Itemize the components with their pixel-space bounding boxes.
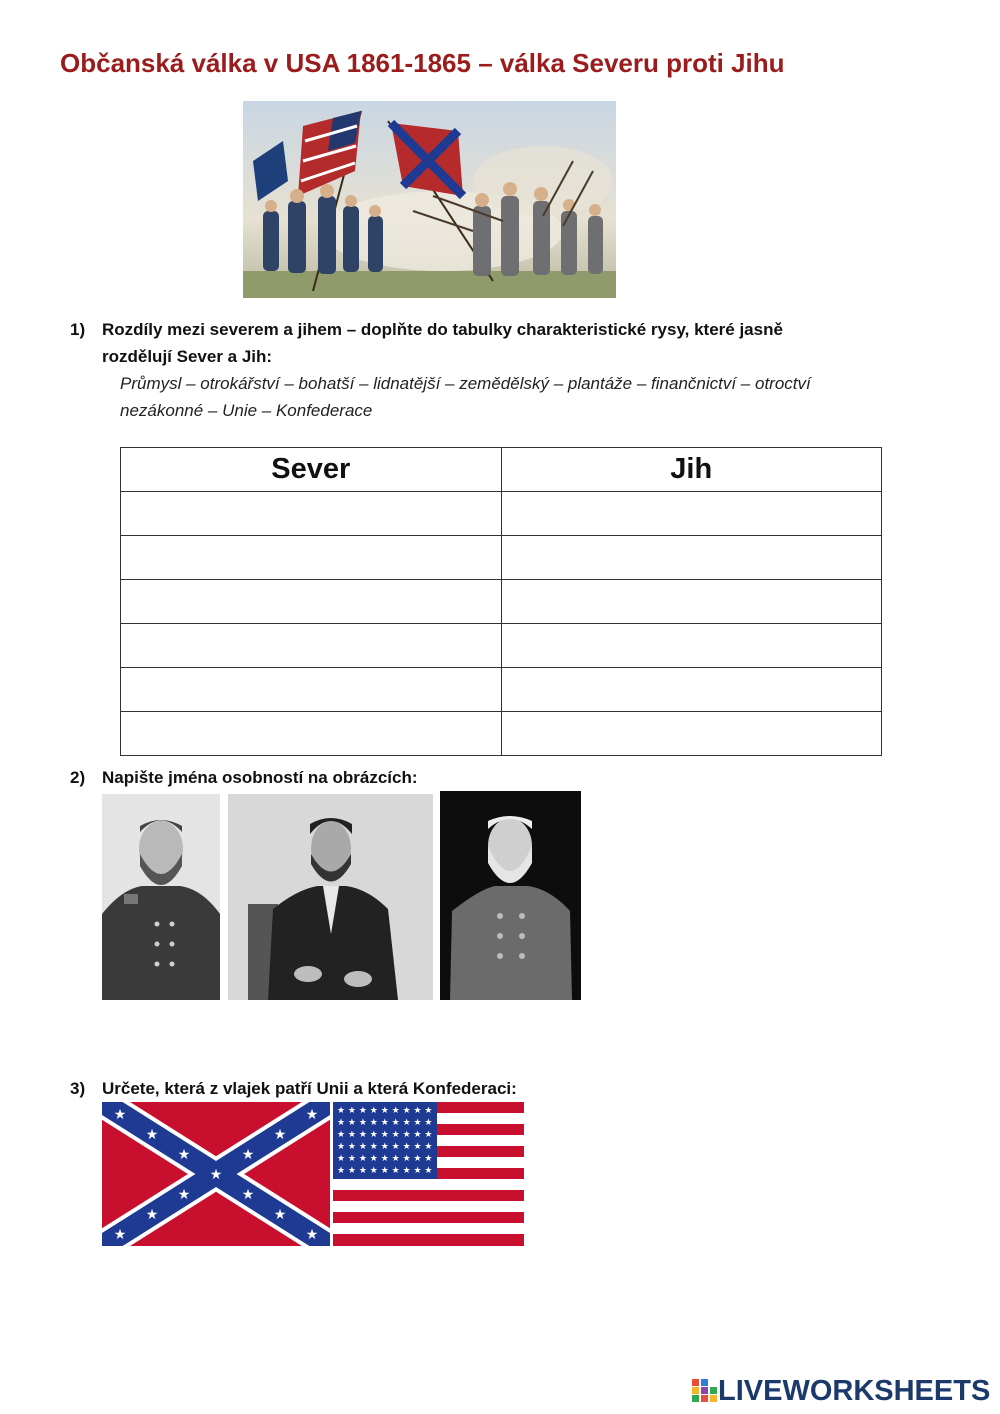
svg-text:★ ★ ★ ★ ★ ★ ★ ★ ★: ★ ★ ★ ★ ★ ★ ★ ★ ★ <box>337 1106 433 1116</box>
answer-cell-jih[interactable] <box>501 580 882 624</box>
confederate-flag <box>102 1102 330 1246</box>
answer-cell-sever[interactable] <box>121 712 502 756</box>
svg-text:★ ★ ★ ★ ★ ★ ★ ★ ★: ★ ★ ★ ★ ★ ★ ★ ★ ★ <box>337 1166 433 1176</box>
svg-text:★: ★ <box>145 1127 159 1143</box>
answer-cell-sever[interactable] <box>121 536 502 580</box>
svg-text:★ ★ ★ ★ ★ ★ ★ ★ ★: ★ ★ ★ ★ ★ ★ ★ ★ ★ <box>337 1118 433 1128</box>
table-row <box>121 712 882 756</box>
table-row <box>121 668 882 712</box>
liveworksheets-brand: LIVEWORKSHEETS <box>718 1374 991 1407</box>
answer-cell-sever[interactable] <box>121 624 502 668</box>
question-2-text: Napište jména osobností na obrázcích: <box>102 768 418 787</box>
svg-text:★: ★ <box>113 1227 127 1243</box>
answer-cell-sever[interactable] <box>121 668 502 712</box>
table-row <box>121 624 882 668</box>
page-title: Občanská válka v USA 1861-1865 – válka Severu proti Jihu <box>60 48 785 78</box>
svg-text:★: ★ <box>145 1207 159 1223</box>
word-bank <box>120 370 920 424</box>
svg-text:★: ★ <box>113 1107 127 1123</box>
svg-text:★: ★ <box>177 1187 191 1203</box>
question-2-number: 2) <box>70 768 86 787</box>
answer-cell-jih[interactable] <box>501 536 882 580</box>
question-3-text: Určete, která z vlajek patří Unii a která Konfederaci: <box>102 1079 517 1098</box>
battle-image <box>243 101 616 298</box>
svg-text:★: ★ <box>273 1127 287 1143</box>
table-row <box>121 492 882 536</box>
portrait-1 <box>102 794 220 1000</box>
question-1-text-line1: Rozdíly mezi severem a jihem – doplňte do tabulky charakteristické rysy, které jasně <box>102 320 783 339</box>
answer-cell-sever[interactable] <box>121 580 502 624</box>
portrait-2 <box>228 794 433 1000</box>
union-flag <box>333 1102 524 1246</box>
svg-text:★: ★ <box>241 1147 255 1163</box>
svg-text:★ ★ ★ ★ ★ ★ ★ ★ ★: ★ ★ ★ ★ ★ ★ ★ ★ ★ <box>337 1142 433 1152</box>
word-bank-line2: nezákonné – Unie – Konfederace <box>120 401 373 420</box>
question-3 <box>70 1075 950 1102</box>
word-bank-line1: Průmysl – otrokářství – bohatší – lidnatější – zemědělský – plantáže – finančnictví – otroctví <box>120 374 811 393</box>
question-1-text-line2: rozdělují Sever a Jih: <box>102 347 273 366</box>
question-3-number: 3) <box>70 1079 86 1098</box>
svg-text:★: ★ <box>273 1207 287 1223</box>
liveworksheets-logo[interactable] <box>692 1374 990 1408</box>
answer-cell-sever[interactable] <box>121 492 502 536</box>
question-1-number: 1) <box>70 320 86 339</box>
svg-text:★: ★ <box>177 1147 191 1163</box>
column-header-jih: Jih <box>501 448 882 492</box>
svg-text:★: ★ <box>209 1167 223 1183</box>
table-row <box>121 580 882 624</box>
column-header-sever: Sever <box>121 448 502 492</box>
table-row <box>121 536 882 580</box>
svg-text:★ ★ ★ ★ ★ ★ ★ ★ ★: ★ ★ ★ ★ ★ ★ ★ ★ ★ <box>337 1154 433 1164</box>
svg-text:★: ★ <box>305 1107 319 1123</box>
portrait-3 <box>440 791 581 1000</box>
answer-cell-jih[interactable] <box>501 624 882 668</box>
answer-cell-jih[interactable] <box>501 668 882 712</box>
svg-text:★: ★ <box>305 1227 319 1243</box>
question-2 <box>70 764 950 791</box>
answer-cell-jih[interactable] <box>501 712 882 756</box>
svg-text:★: ★ <box>241 1187 255 1203</box>
answer-cell-jih[interactable] <box>501 492 882 536</box>
liveworksheets-logo-icon <box>692 1377 718 1405</box>
sever-jih-table <box>120 447 882 756</box>
question-1 <box>70 316 950 372</box>
svg-text:★ ★ ★ ★ ★ ★ ★ ★ ★: ★ ★ ★ ★ ★ ★ ★ ★ ★ <box>337 1130 433 1140</box>
